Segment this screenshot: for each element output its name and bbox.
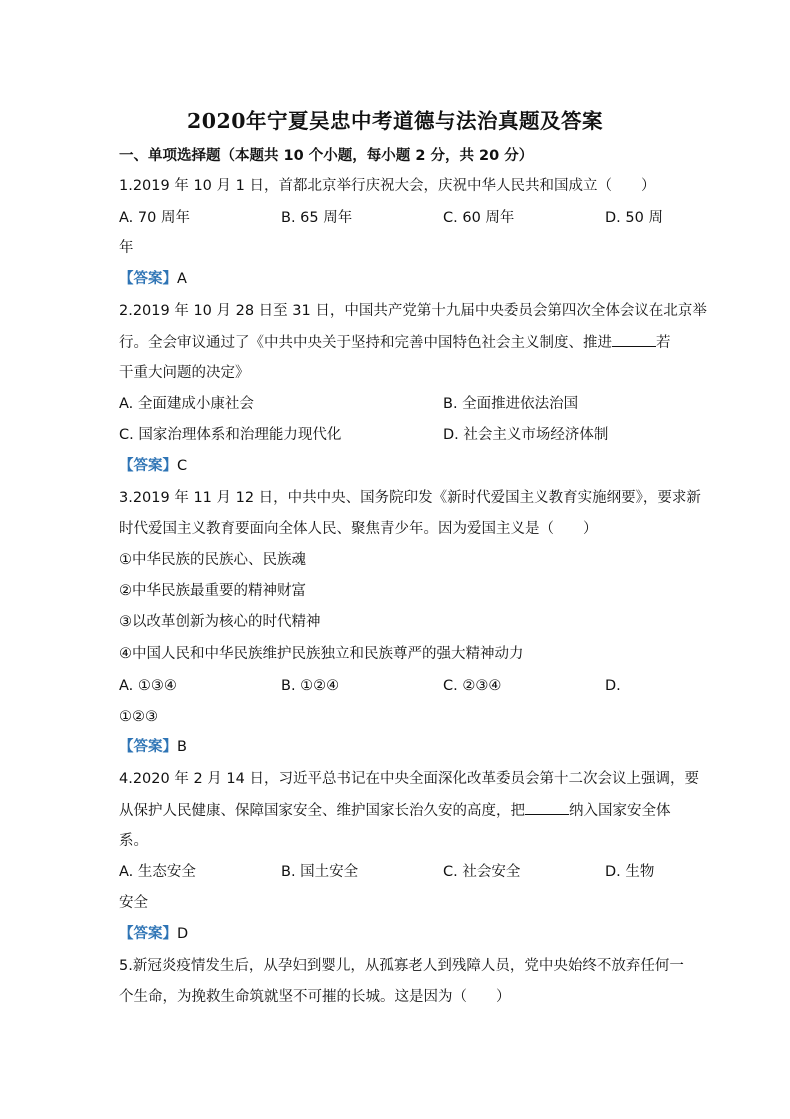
q2-option-d: D. 社会主义市场经济体制 bbox=[443, 427, 609, 443]
answer-value: B bbox=[177, 739, 187, 755]
q3-statement-1: ①中华民族的民族心、民族魂 bbox=[119, 552, 306, 568]
q3-option-b: B. ①②④ bbox=[281, 678, 340, 694]
q1-answer bbox=[119, 269, 187, 289]
q3-option-d-continued: ①②③ bbox=[119, 709, 158, 725]
q4-answer bbox=[119, 924, 188, 944]
q3-stem-line1: 3.2019 年 11 月 12 日，中共中央、国务院印发《新时代爱国主义教育实施纲要》，要求新 bbox=[119, 490, 701, 506]
q2-stem-line1: 2.2019 年 10 月 28 日至 31 日，中国共产党第十九届中央委员会第四次全体会议在北京举 bbox=[119, 303, 707, 319]
q4-stem-line2-text: 从保护人民健康、保障国家安全、维护国家长治久安的高度，把 bbox=[119, 803, 525, 819]
q4-option-b: B. 国土安全 bbox=[281, 864, 359, 880]
q2-answer bbox=[119, 456, 187, 476]
q4-stem-line2-end: 纳入国家安全体 bbox=[569, 803, 671, 819]
answer-value: D bbox=[177, 926, 189, 942]
fill-blank bbox=[525, 800, 569, 815]
answer-label: 【答案】 bbox=[119, 458, 177, 474]
q3-option-a: A. ①③④ bbox=[119, 678, 177, 694]
answer-label: 【答案】 bbox=[119, 739, 177, 755]
q3-option-d: D. bbox=[605, 678, 621, 694]
fill-blank bbox=[612, 332, 656, 347]
answer-label: 【答案】 bbox=[119, 271, 177, 287]
q2-stem-line2-end: 若 bbox=[656, 335, 671, 351]
q2-stem-line2-text: 行。全会审议通过了《中共中央关于坚持和完善中国特色社会主义制度、推进 bbox=[119, 335, 612, 351]
section-heading: 一、单项选择题（本题共 10 个小题，每小题 2 分，共 20 分） bbox=[119, 148, 534, 164]
q3-stem-line2: 时代爱国主义教育要面向全体人民、聚焦青少年。因为爱国主义是（ ） bbox=[119, 521, 598, 537]
q2-option-c: C. 国家治理体系和治理能力现代化 bbox=[119, 427, 342, 443]
q4-stem-line1: 4.2020 年 2 月 14 日，习近平总书记在中央全面深化改革委员会第十二次会议上强调，要 bbox=[119, 771, 699, 787]
q3-option-c: C. ②③④ bbox=[443, 678, 502, 694]
q2-option-b: B. 全面推进依法治国 bbox=[443, 396, 579, 412]
q5-stem-line1: 5.新冠炎疫情发生后，从孕妇到婴儿，从孤寡老人到残障人员，党中央始终不放弃任何一 bbox=[119, 958, 684, 974]
q2-stem-line2 bbox=[119, 332, 671, 353]
q2-stem-line3: 干重大问题的决定》 bbox=[119, 365, 250, 381]
q3-statement-2: ②中华民族最重要的精神财富 bbox=[119, 583, 306, 599]
q4-option-d-continued: 安全 bbox=[119, 895, 148, 911]
q1-option-b: B. 65 周年 bbox=[281, 210, 353, 226]
q1-option-d: D. 50 周 bbox=[605, 210, 663, 226]
q3-statement-4: ④中国人民和中华民族维护民族独立和民族尊严的强大精神动力 bbox=[119, 646, 524, 662]
q4-option-d: D. 生物 bbox=[605, 864, 655, 880]
q2-option-a: A. 全面建成小康社会 bbox=[119, 396, 254, 412]
q4-stem-line3: 系。 bbox=[119, 833, 148, 849]
q1-option-d-continued: 年 bbox=[119, 240, 134, 256]
q4-stem-line2 bbox=[119, 800, 671, 821]
q4-option-c: C. 社会安全 bbox=[443, 864, 521, 880]
q3-statement-3: ③以改革创新为核心的时代精神 bbox=[119, 614, 321, 630]
q4-option-a: A. 生态安全 bbox=[119, 864, 196, 880]
q1-option-c: C. 60 周年 bbox=[443, 210, 515, 226]
answer-label: 【答案】 bbox=[119, 926, 177, 942]
q1-option-a: A. 70 周年 bbox=[119, 210, 190, 226]
q3-answer bbox=[119, 737, 187, 757]
answer-value: C bbox=[177, 458, 188, 474]
answer-value: A bbox=[177, 271, 187, 287]
q1-stem: 1.2019 年 10 月 1 日，首都北京举行庆祝大会，庆祝中华人民共和国成立（ ） bbox=[119, 178, 656, 194]
document-title: 2020年宁夏吴忠中考道德与法治真题及答案 bbox=[186, 109, 604, 133]
q5-stem-line2: 个生命，为挽救生命筑就坚不可摧的长城。这是因为（ ） bbox=[119, 989, 511, 1005]
